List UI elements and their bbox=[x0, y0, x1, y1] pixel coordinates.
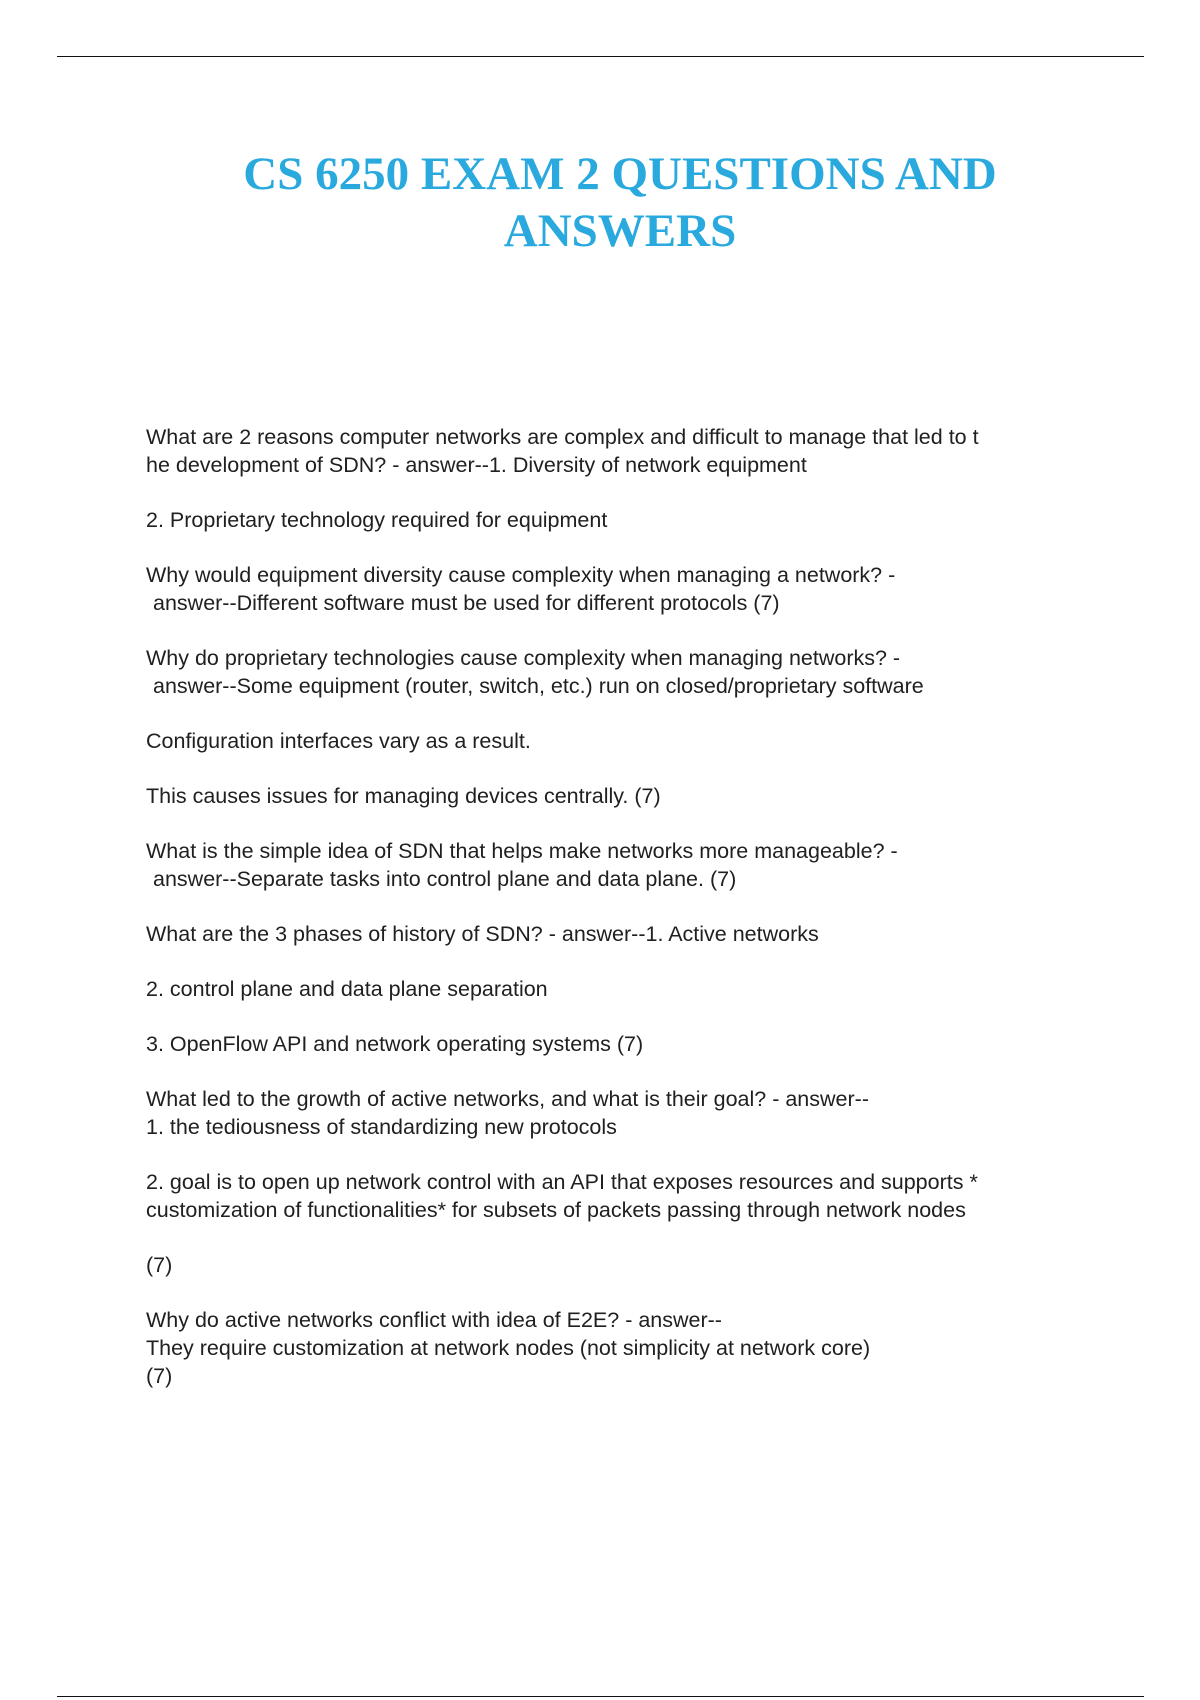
paragraph bbox=[146, 975, 1096, 1003]
text-line: answer--Some equipment (router, switch, etc.) run on closed/proprietary software bbox=[153, 674, 924, 698]
document-body bbox=[146, 423, 1096, 1417]
title-line-1: CS 6250 EXAM 2 QUESTIONS AND bbox=[243, 148, 997, 200]
text-line: 1. the tediousness of standardizing new protocols bbox=[146, 1115, 617, 1139]
paragraph bbox=[146, 561, 1096, 617]
paragraph bbox=[146, 1306, 1096, 1390]
paragraph bbox=[146, 506, 1096, 534]
text-line: What is the simple idea of SDN that helps make networks more manageable? - bbox=[146, 839, 898, 863]
text-line: Why do active networks conflict with idea of E2E? - answer-- bbox=[146, 1308, 722, 1332]
paragraph bbox=[146, 1030, 1096, 1058]
text-line: What are the 3 phases of history of SDN? - answer--1. Active networks bbox=[146, 922, 819, 946]
text-line: (7) bbox=[146, 1253, 173, 1277]
text-line: (7) bbox=[146, 1364, 173, 1388]
text-line: 2. Proprietary technology required for equipment bbox=[146, 508, 608, 532]
document-title bbox=[120, 146, 1120, 260]
text-line: They require customization at network nodes (not simplicity at network core) bbox=[146, 1336, 871, 1360]
top-rule bbox=[57, 56, 1144, 57]
paragraph bbox=[146, 782, 1096, 810]
paragraph bbox=[146, 920, 1096, 948]
paragraph bbox=[146, 727, 1096, 755]
paragraph bbox=[146, 423, 1096, 479]
text-line: 3. OpenFlow API and network operating systems (7) bbox=[146, 1032, 644, 1056]
paragraph bbox=[146, 1168, 1096, 1224]
text-line: answer--Separate tasks into control plane and data plane. (7) bbox=[153, 867, 737, 891]
paragraph bbox=[146, 837, 1096, 893]
paragraph bbox=[146, 1251, 1096, 1279]
text-line: Why would equipment diversity cause complexity when managing a network? - bbox=[146, 563, 896, 587]
text-line: answer--Different software must be used for different protocols (7) bbox=[153, 591, 780, 615]
text-line: Why do proprietary technologies cause complexity when managing networks? - bbox=[146, 646, 901, 670]
bottom-rule bbox=[57, 1696, 1144, 1697]
text-line: he development of SDN? - answer--1. Diversity of network equipment bbox=[146, 453, 807, 477]
text-line: This causes issues for managing devices centrally. (7) bbox=[146, 784, 661, 808]
paragraph bbox=[146, 1085, 1096, 1141]
paragraph bbox=[146, 644, 1096, 700]
text-line: What led to the growth of active networks, and what is their goal? - answer-- bbox=[146, 1087, 869, 1111]
text-line: 2. goal is to open up network control with an API that exposes resources and supports * bbox=[146, 1170, 978, 1194]
text-line: Configuration interfaces vary as a result. bbox=[146, 729, 531, 753]
text-line: What are 2 reasons computer networks are complex and difficult to manage that led to t bbox=[146, 425, 979, 449]
title-line-2: ANSWERS bbox=[503, 205, 737, 257]
text-line: 2. control plane and data plane separation bbox=[146, 977, 548, 1001]
text-line: customization of functionalities* for subsets of packets passing through network nodes bbox=[146, 1198, 966, 1222]
